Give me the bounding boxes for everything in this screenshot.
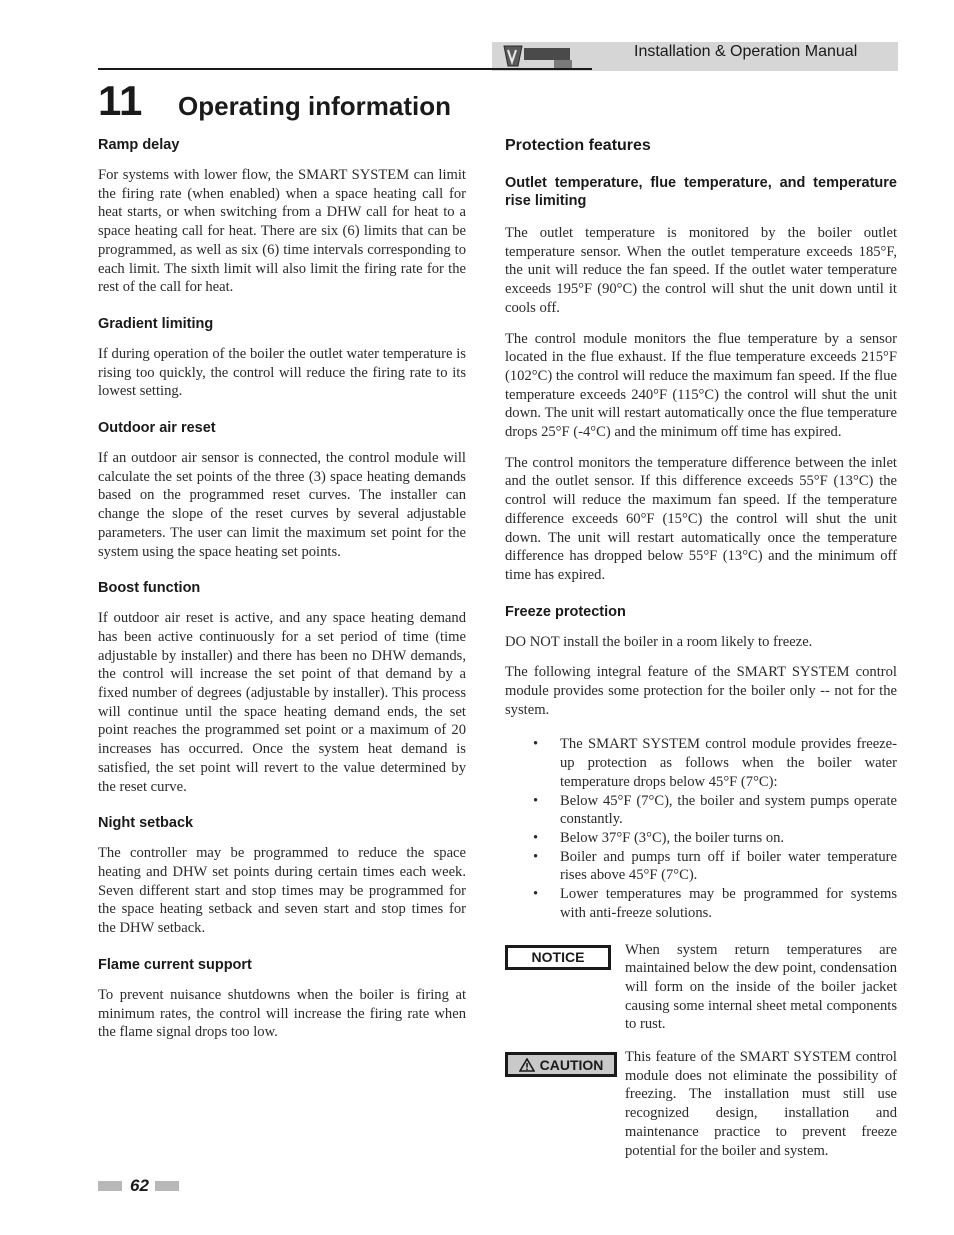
freeze-protection-heading: Freeze protection <box>505 603 626 620</box>
section-paragraph: If an outdoor air sensor is connected, the control module will calculate the set points of the three (3) space heating demands based on the programmed reset curves. The installer can change the slope of the reset curves by several adjustable parameters. The user can limit the maximum set point for the system using the space heating set points. <box>98 450 466 560</box>
footer-block <box>155 1181 179 1191</box>
section-heading: Gradient limiting <box>98 315 214 332</box>
left-column <box>98 136 466 1042</box>
freeze-bullet-list <box>505 735 897 922</box>
caution-text: This feature of the SMART SYSTEM control module does not eliminate the possibility of freezing. The installation must still use recognized design, installation and maintenance practice to prevent freeze potential for the boiler and system. <box>625 1049 897 1159</box>
knight-xl-logo <box>500 42 580 70</box>
list-item: • Boiler and pumps turn off if boiler water temperature rises above 45°F (7°C). <box>533 848 897 884</box>
caution-label: CAUTION <box>505 1052 617 1077</box>
list-item: • Lower temperatures may be programmed for systems with anti-freeze solutions. <box>533 886 897 921</box>
freeze-paragraph: The following integral feature of the SMART SYSTEM control module provides some protection for the boiler only -- not for the system. <box>505 664 897 718</box>
footer-block <box>98 1181 122 1191</box>
section-heading: Boost function <box>98 580 201 597</box>
bullet-icon: • <box>533 736 539 753</box>
section-paragraph: To prevent nuisance shutdowns when the boiler is firing at minimum rates, the control will increase the firing rate when the flame signal drops too low. <box>98 986 466 1041</box>
bullet-icon: • <box>533 792 539 809</box>
notice-label: NOTICE <box>505 945 611 970</box>
page-number: 62 <box>130 1176 149 1195</box>
list-item: • The SMART SYSTEM control module provides freeze-up protection as follows when the boiler water temperature drops below 45°F (7°C): <box>533 736 897 790</box>
list-item: • Below 45°F (7°C), the boiler and system pumps operate constantly. <box>533 792 897 828</box>
bullet-icon: • <box>533 829 539 846</box>
chapter-title: Operating information <box>178 91 451 121</box>
outlet-paragraph: The outlet temperature is monitored by the boiler outlet temperature sensor. When the outlet temperature exceeds 185°F, the unit will reduce the fan speed. If the outlet water temperature exceeds 195°F (90°C) the control will shut the unit down until it cools off. <box>505 225 897 316</box>
caution-callout <box>505 1048 897 1160</box>
list-item: • Below 37°F (3°C), the boiler turns on. <box>533 829 785 846</box>
flue-paragraph: The control module monitors the flue temperature by a sensor located in the flue exhaust. If the flue temperature exceeds 215°F (102°C) the control will reduce the maximum fan speed. If the flue temperature exceeds 240°F (115°C) the control will shut the unit down. The unit will restart automatically once the flue temperature drops 25°F (-4°C) and the minimum off time has expired. <box>505 330 897 441</box>
page-footer <box>98 1176 179 1196</box>
manual-title: Installation & Operation Manual <box>634 43 858 60</box>
section-heading: Ramp delay <box>98 137 180 153</box>
bullet-icon: • <box>533 848 539 865</box>
section-heading: Flame current support <box>98 956 252 973</box>
section-heading: Night setback <box>98 815 194 832</box>
protection-features-title: Protection features <box>505 137 651 154</box>
warning-triangle-icon <box>519 1058 535 1072</box>
right-column <box>505 136 897 1160</box>
notice-text: When system return temperatures are maintained below the dew point, condensation will form on the inside of the boiler jacket causing some internal sheet metal components to rust. <box>625 941 897 1033</box>
section-heading: Outdoor air reset <box>98 420 216 437</box>
bullet-icon: • <box>533 886 539 903</box>
chapter-number: 11 <box>98 77 143 124</box>
section-paragraph: If outdoor air reset is active, and any space heating demand has been active continuously for a set period of time (time adjustable by installer) and there has been no DHW demands, the control will increase the set point of that demand by a fixed number of degrees (adjustable by installer). This process will continue until the space heating demand ends, the set point reaches the programmed set point or a maximum of 20 increases has occurred. Once the system heat demand is satisfied, the set point will revert to the value determined by the reset curve. <box>98 610 466 795</box>
temperature-rise-paragraph: The control monitors the temperature difference between the inlet and the outlet sensor. If this difference exceeds 55°F (13°C) the control will reduce the maximum fan speed. If the temperature difference exceeds 60°F (15°C) the control will shut the unit down. The unit will restart automatically once the temperature difference has dropped below 55°F (13°C) and the minimum off time has expired. <box>505 454 897 583</box>
freeze-paragraph: DO NOT install the boiler in a room likely to freeze. <box>505 633 813 650</box>
section-paragraph: If during operation of the boiler the outlet water temperature is rising too quickly, the control will reduce the firing rate to its lowest setting. <box>98 345 466 400</box>
notice-callout <box>505 941 897 1035</box>
section-paragraph: The controller may be programmed to reduce the space heating and DHW set points during certain times each week. Seven different start and stop times may be programmed for the space heating setback and seven start and stop times for the DHW setback. <box>98 845 466 937</box>
section-paragraph: For systems with lower flow, the SMART SYSTEM can limit the firing rate (when enabled) when a space heating call for heat starts, or when switching from a DHW call for heat to a space heating call for heat. There are six (6) limits that can be programmed, as well as six (6) time intervals corresponding to each limit. The sixth limit will also limit the firing rate for the rest of the call for heat. <box>98 167 466 296</box>
outlet-temperature-heading: Outlet temperature, flue temperature, and temperature rise limiting <box>505 175 897 209</box>
